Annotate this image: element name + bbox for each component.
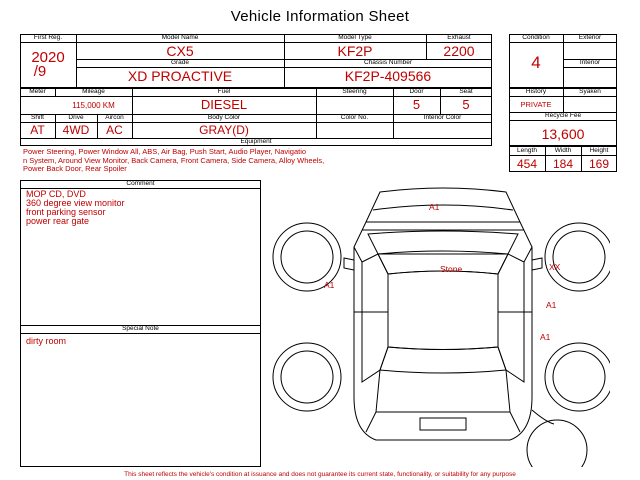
label-model-type: Model Type — [338, 34, 372, 41]
width-value: 184 — [552, 157, 574, 171]
label-fuel: Fuel — [217, 88, 231, 95]
label-condition: Condition — [522, 34, 550, 41]
label-shift: Shift — [30, 114, 44, 121]
marker-stone: Stone — [440, 264, 463, 274]
fuel-value: DIESEL — [200, 97, 248, 112]
label-model-name: Model Name — [161, 34, 199, 41]
label-steering: Steering — [342, 88, 367, 95]
marker-roof-front: A1 — [429, 202, 440, 212]
label-height: Height — [589, 147, 609, 154]
label-interior-color: Interior Color — [423, 114, 462, 121]
label-grade: Grade — [170, 59, 190, 66]
grade-value: XD PROACTIVE — [127, 68, 233, 84]
label-special-note: Special Note — [122, 325, 159, 332]
label-drive: Drive — [68, 114, 84, 121]
mileage-value: 115,000 KM — [72, 101, 115, 110]
label-mileage: Mileage — [82, 88, 105, 95]
body-color-value: GRAY(D) — [199, 123, 249, 137]
marker-right-front: XX — [549, 262, 561, 272]
marker-right-mid: A1 — [546, 300, 557, 310]
drive-value: 4WD — [62, 123, 90, 137]
label-chassis-number: Chassis Number — [363, 59, 413, 66]
label-syaken: Syaken — [579, 88, 601, 95]
label-exterior: Exterior — [578, 34, 602, 41]
comment-line: MOP CD, DVD — [26, 189, 86, 199]
label-equipment: Equipment — [240, 138, 272, 145]
marker-left-side: A1 — [324, 280, 335, 290]
equipment-list — [23, 148, 493, 174]
model-type-value: KF2P — [337, 43, 373, 59]
door-value: 5 — [412, 97, 421, 112]
label-meter: Meter — [29, 88, 46, 95]
comment-line: front parking sensor — [26, 207, 106, 217]
marker-right-rear: A1 — [540, 332, 551, 342]
label-door: Door — [409, 88, 424, 95]
equipment-line: n System, Around View Monitor, Back Camera, Front Camera, Side Camera, Alloy Wheels, — [23, 155, 325, 165]
label-exhaust: Exhaust — [447, 34, 471, 41]
comment-line: 360 degree view monitor — [26, 198, 125, 208]
model-name-value: CX5 — [166, 43, 194, 59]
first-reg-year: 2020 — [31, 49, 65, 66]
label-seat: Seat — [459, 88, 473, 95]
seat-value: 5 — [462, 97, 470, 112]
aircon-value: AC — [106, 123, 123, 137]
label-first-reg: First Reg. — [33, 34, 63, 41]
shift-value: AT — [30, 123, 45, 137]
comment-line: power rear gate — [26, 216, 90, 226]
label-recycle-fee: Recycle Fee — [544, 112, 582, 119]
chassis-number-value: KF2P-409566 — [344, 68, 432, 84]
label-interior: Interior — [579, 59, 601, 66]
label-color-no: Color No. — [340, 114, 369, 121]
special-note-text: dirty room — [26, 336, 67, 346]
length-value: 454 — [516, 157, 538, 171]
comment-text — [26, 190, 256, 226]
equipment-line: Power Back Door, Rear Spoiler — [23, 164, 127, 173]
car-damage-diagram — [270, 182, 610, 467]
equipment-line: Power Steering, Power Window All, ABS, Air Bag, Push Start, Audio Player, Navigatio — [23, 147, 307, 156]
first-reg-month: /9 — [33, 63, 47, 80]
label-width: Width — [554, 147, 572, 154]
exhaust-value: 2200 — [443, 43, 475, 59]
label-comment: Comment — [126, 180, 155, 187]
disclaimer-footer: This sheet reflects the vehicle's condition at issuance and does not guarantee its current state, functionality, or suitability for any purpose — [124, 471, 516, 478]
page-title: Vehicle Information Sheet — [230, 8, 410, 25]
label-body-color: Body Color — [207, 114, 241, 121]
label-history: History — [525, 88, 547, 95]
height-value: 169 — [588, 157, 610, 171]
label-aircon: Aircon — [105, 114, 124, 121]
label-length: Length — [517, 147, 537, 154]
recycle-fee-value: 13,600 — [541, 126, 585, 142]
history-value: PRIVATE — [520, 100, 552, 109]
condition-value: 4 — [531, 53, 541, 72]
